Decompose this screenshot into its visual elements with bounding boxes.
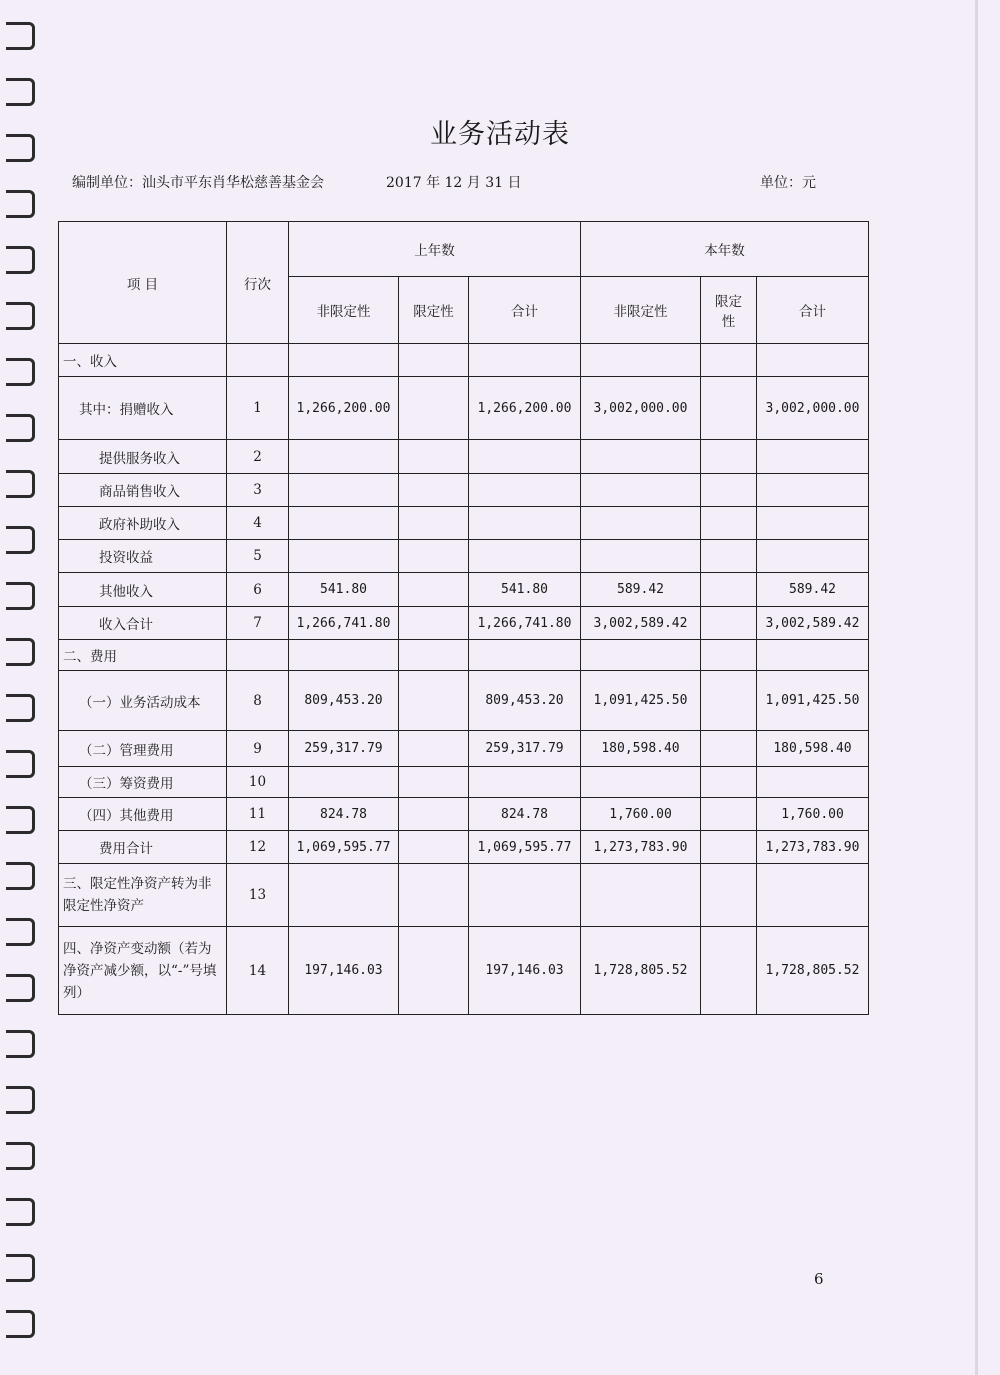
binding-ring (6, 582, 35, 610)
cell-ty-restricted (701, 671, 757, 731)
header-ty-restricted: 限定性 (701, 277, 757, 344)
table-row (59, 440, 869, 474)
cell-ty-restricted (701, 344, 757, 377)
cell-ly-total: 824.78 (469, 798, 581, 831)
cell-ly-restricted (399, 507, 469, 540)
table-row (59, 731, 869, 767)
cell-ly-restricted (399, 440, 469, 474)
row-line: 3 (227, 474, 289, 507)
binding-ring (6, 358, 35, 386)
binding-ring (6, 806, 35, 834)
cell-ly-unrestricted: 824.78 (289, 798, 399, 831)
cell-ly-total: 1,266,741.80 (469, 607, 581, 640)
page-title: 业务活动表 (430, 119, 570, 150)
cell-ty-unrestricted: 1,091,425.50 (581, 671, 701, 731)
row-item: 费用合计 (59, 831, 227, 864)
header-line: 行次 (227, 222, 289, 344)
table-row (59, 507, 869, 540)
row-item: 商品销售收入 (59, 474, 227, 507)
row-line: 9 (227, 731, 289, 767)
cell-ty-unrestricted (581, 440, 701, 474)
cell-ty-unrestricted: 1,273,783.90 (581, 831, 701, 864)
header-item: 项 目 (59, 222, 227, 344)
table-row (59, 607, 869, 640)
header-ly-total: 合计 (469, 277, 581, 344)
cell-ty-unrestricted (581, 474, 701, 507)
cell-ty-restricted (701, 573, 757, 607)
cell-ly-total (469, 440, 581, 474)
cell-ty-unrestricted (581, 640, 701, 671)
cell-ly-restricted (399, 607, 469, 640)
binding-ring (6, 22, 35, 50)
binding-ring (6, 414, 35, 442)
cell-ly-unrestricted (289, 864, 399, 927)
binding-ring (6, 638, 35, 666)
binding-ring (6, 246, 35, 274)
cell-ty-total (757, 540, 869, 573)
header-last-year: 上年数 (289, 222, 581, 277)
cell-ty-total (757, 474, 869, 507)
cell-ty-unrestricted (581, 540, 701, 573)
cell-ty-unrestricted: 180,598.40 (581, 731, 701, 767)
cell-ty-restricted (701, 731, 757, 767)
binding-ring (6, 526, 35, 554)
cell-ly-restricted (399, 540, 469, 573)
cell-ty-total: 180,598.40 (757, 731, 869, 767)
cell-ly-unrestricted: 541.80 (289, 573, 399, 607)
binding-ring (6, 1198, 35, 1226)
cell-ly-restricted (399, 377, 469, 440)
cell-ly-restricted (399, 640, 469, 671)
cell-ty-restricted (701, 798, 757, 831)
table-row (59, 377, 869, 440)
row-line: 14 (227, 927, 289, 1015)
header-ty-unrestricted: 非限定性 (581, 277, 701, 344)
binding-ring (6, 1142, 35, 1170)
binding-ring (6, 1030, 35, 1058)
cell-ty-unrestricted: 1,728,805.52 (581, 927, 701, 1015)
cell-ly-unrestricted (289, 474, 399, 507)
cell-ly-total: 809,453.20 (469, 671, 581, 731)
row-item: （一）业务活动成本 (59, 671, 227, 731)
row-line: 8 (227, 671, 289, 731)
binding-ring (6, 974, 35, 1002)
cell-ty-total (757, 640, 869, 671)
cell-ty-total (757, 767, 869, 798)
table-row (59, 767, 869, 798)
cell-ty-total: 1,760.00 (757, 798, 869, 831)
activity-statement-table (58, 221, 869, 1015)
currency-unit: 单位：元 (760, 175, 816, 191)
row-line: 5 (227, 540, 289, 573)
row-item: 其中：捐赠收入 (59, 377, 227, 440)
header-ly-restricted: 限定性 (399, 277, 469, 344)
row-line: 1 (227, 377, 289, 440)
table-row (59, 671, 869, 731)
cell-ly-restricted (399, 864, 469, 927)
cell-ty-restricted (701, 831, 757, 864)
row-line: 12 (227, 831, 289, 864)
table-header-row (59, 222, 869, 277)
cell-ty-restricted (701, 507, 757, 540)
cell-ly-total: 1,266,200.00 (469, 377, 581, 440)
cell-ty-total (757, 440, 869, 474)
cell-ty-total (757, 864, 869, 927)
table-row (59, 640, 869, 671)
cell-ty-restricted (701, 540, 757, 573)
row-item: 投资收益 (59, 540, 227, 573)
binding-ring (6, 1086, 35, 1114)
cell-ty-total: 3,002,589.42 (757, 607, 869, 640)
table-row (59, 540, 869, 573)
row-item: 二、费用 (59, 640, 227, 671)
cell-ly-total (469, 540, 581, 573)
cell-ly-unrestricted: 1,266,741.80 (289, 607, 399, 640)
cell-ty-total: 1,091,425.50 (757, 671, 869, 731)
row-line (227, 640, 289, 671)
row-line: 2 (227, 440, 289, 474)
cell-ty-unrestricted: 3,002,589.42 (581, 607, 701, 640)
cell-ty-unrestricted: 1,760.00 (581, 798, 701, 831)
binding-ring (6, 190, 35, 218)
cell-ly-restricted (399, 927, 469, 1015)
cell-ly-unrestricted (289, 540, 399, 573)
cell-ty-unrestricted: 589.42 (581, 573, 701, 607)
cell-ty-restricted (701, 927, 757, 1015)
row-item: （二）管理费用 (59, 731, 227, 767)
binding-ring (6, 750, 35, 778)
cell-ly-total (469, 474, 581, 507)
row-item: 四、净资产变动额（若为净资产减少额，以“-”号填列） (59, 927, 227, 1015)
row-item: 提供服务收入 (59, 440, 227, 474)
row-line: 7 (227, 607, 289, 640)
cell-ly-unrestricted: 197,146.03 (289, 927, 399, 1015)
cell-ty-total (757, 344, 869, 377)
cell-ty-total: 3,002,000.00 (757, 377, 869, 440)
binding-ring (6, 302, 35, 330)
cell-ty-restricted (701, 377, 757, 440)
table-row (59, 474, 869, 507)
cell-ly-total (469, 640, 581, 671)
table-row (59, 864, 869, 927)
cell-ly-unrestricted: 809,453.20 (289, 671, 399, 731)
cell-ty-restricted (701, 607, 757, 640)
table-row (59, 344, 869, 377)
cell-ly-restricted (399, 798, 469, 831)
cell-ty-total (757, 507, 869, 540)
binding-ring (6, 470, 35, 498)
header-ty-total: 合计 (757, 277, 869, 344)
row-item: 一、收入 (59, 344, 227, 377)
row-item: 收入合计 (59, 607, 227, 640)
cell-ly-unrestricted (289, 440, 399, 474)
table-row (59, 831, 869, 864)
binding-ring (6, 918, 35, 946)
cell-ty-unrestricted: 3,002,000.00 (581, 377, 701, 440)
cell-ty-unrestricted (581, 767, 701, 798)
cell-ly-unrestricted (289, 640, 399, 671)
cell-ly-total: 197,146.03 (469, 927, 581, 1015)
row-item: （四）其他费用 (59, 798, 227, 831)
row-item: 政府补助收入 (59, 507, 227, 540)
cell-ly-total (469, 864, 581, 927)
cell-ly-total (469, 344, 581, 377)
header-ly-unrestricted: 非限定性 (289, 277, 399, 344)
cell-ly-total (469, 507, 581, 540)
cell-ly-unrestricted (289, 344, 399, 377)
cell-ty-unrestricted (581, 344, 701, 377)
cell-ty-restricted (701, 864, 757, 927)
cell-ty-restricted (701, 440, 757, 474)
report-date: 2017 年 12 月 31 日 (386, 175, 522, 191)
cell-ly-total: 1,069,595.77 (469, 831, 581, 864)
cell-ly-restricted (399, 344, 469, 377)
cell-ty-unrestricted (581, 864, 701, 927)
page-edge (975, 0, 978, 1375)
cell-ty-restricted (701, 474, 757, 507)
table-row (59, 573, 869, 607)
cell-ly-unrestricted (289, 767, 399, 798)
cell-ly-restricted (399, 767, 469, 798)
cell-ly-total: 541.80 (469, 573, 581, 607)
cell-ty-total: 1,728,805.52 (757, 927, 869, 1015)
row-item: （三）筹资费用 (59, 767, 227, 798)
binding-ring (6, 78, 35, 106)
binding-ring (6, 694, 35, 722)
cell-ty-total: 1,273,783.90 (757, 831, 869, 864)
cell-ly-unrestricted (289, 507, 399, 540)
row-item: 其他收入 (59, 573, 227, 607)
cell-ly-unrestricted: 259,317.79 (289, 731, 399, 767)
header-this-year: 本年数 (581, 222, 869, 277)
row-line: 6 (227, 573, 289, 607)
cell-ly-restricted (399, 573, 469, 607)
row-line: 11 (227, 798, 289, 831)
row-line: 10 (227, 767, 289, 798)
cell-ty-restricted (701, 640, 757, 671)
row-line: 4 (227, 507, 289, 540)
cell-ly-restricted (399, 731, 469, 767)
cell-ly-restricted (399, 671, 469, 731)
cell-ty-unrestricted (581, 507, 701, 540)
cell-ty-restricted (701, 767, 757, 798)
table-row (59, 798, 869, 831)
cell-ly-total: 259,317.79 (469, 731, 581, 767)
row-line: 13 (227, 864, 289, 927)
page-number: 6 (814, 1270, 824, 1288)
cell-ly-restricted (399, 831, 469, 864)
row-line (227, 344, 289, 377)
cell-ly-unrestricted: 1,266,200.00 (289, 377, 399, 440)
row-item: 三、限定性净资产转为非限定性净资产 (59, 864, 227, 927)
cell-ly-restricted (399, 474, 469, 507)
reporting-unit: 编制单位：汕头市平东肖华松慈善基金会 (72, 175, 324, 191)
cell-ly-total (469, 767, 581, 798)
table-row (59, 927, 869, 1015)
cell-ly-unrestricted: 1,069,595.77 (289, 831, 399, 864)
spiral-binding (0, 0, 40, 1375)
binding-ring (6, 1310, 35, 1338)
cell-ty-total: 589.42 (757, 573, 869, 607)
binding-ring (6, 862, 35, 890)
binding-ring (6, 1254, 35, 1282)
